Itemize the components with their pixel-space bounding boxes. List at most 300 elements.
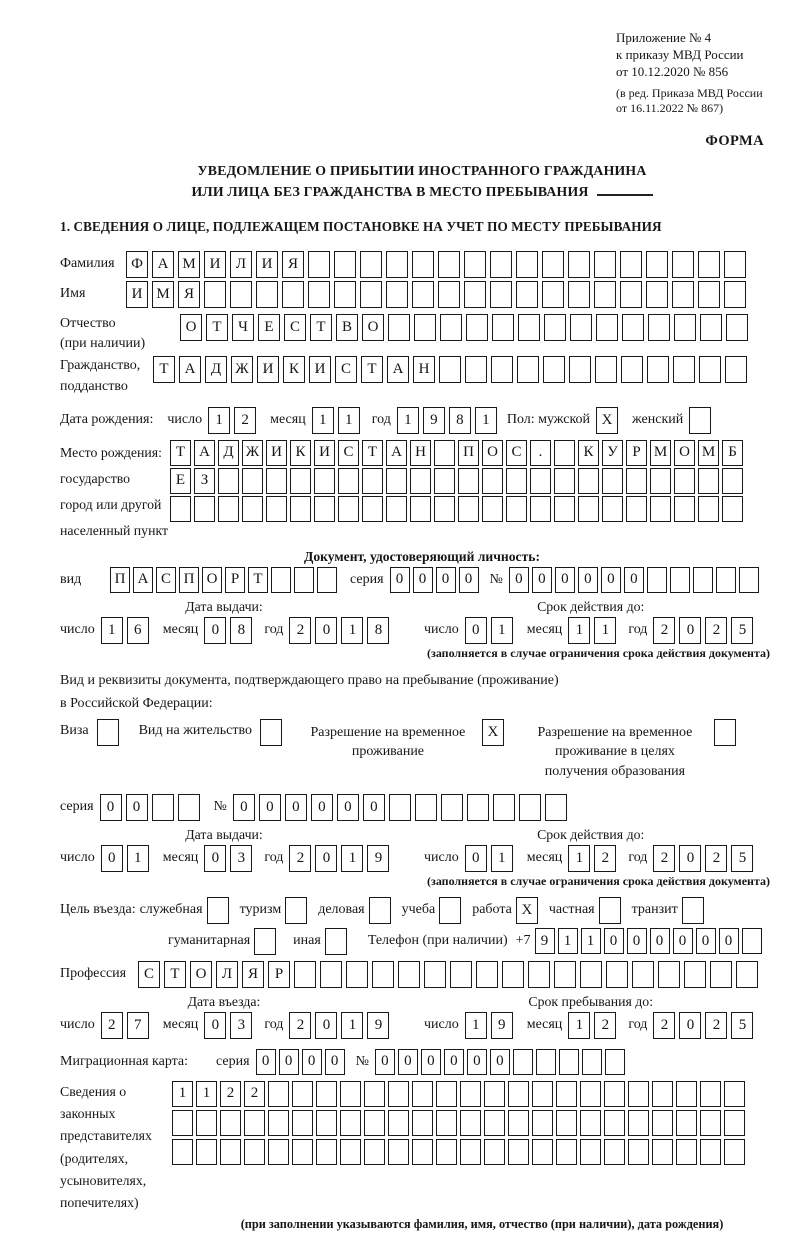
reps-char-box[interactable] xyxy=(388,1081,409,1107)
reps-char-box[interactable] xyxy=(172,1110,193,1136)
birth-place-char-box[interactable]: М xyxy=(650,440,671,466)
birth-place-char-box[interactable] xyxy=(218,468,239,494)
surname-char-box[interactable] xyxy=(594,251,616,278)
document-number-char-box[interactable]: 0 xyxy=(555,567,575,593)
reps-char-box[interactable]: 2 xyxy=(220,1081,241,1107)
residence-number-char-box[interactable] xyxy=(389,794,411,821)
birth-place-char-box[interactable] xyxy=(218,496,239,522)
entry-month-char-box[interactable]: 3 xyxy=(230,1012,252,1039)
given-name-char-box[interactable] xyxy=(464,281,486,308)
document-kind-char-box[interactable]: О xyxy=(202,567,222,593)
document-series-char-box[interactable]: 0 xyxy=(459,567,479,593)
birth-place-char-box[interactable] xyxy=(242,468,263,494)
birth-place-char-box[interactable]: О xyxy=(674,440,695,466)
reps-char-box[interactable] xyxy=(532,1139,553,1165)
reps-char-box[interactable] xyxy=(316,1139,337,1165)
given-name-char-box[interactable] xyxy=(542,281,564,308)
reps-char-box[interactable] xyxy=(220,1110,241,1136)
surname-char-box[interactable] xyxy=(568,251,590,278)
residence-valid-year-char-box[interactable]: 5 xyxy=(731,845,753,872)
reps-char-box[interactable] xyxy=(460,1081,481,1107)
birth-place-char-box[interactable] xyxy=(506,496,527,522)
given-name-char-box[interactable]: М xyxy=(152,281,174,308)
patronymic-char-box[interactable]: С xyxy=(284,314,306,341)
profession-char-box[interactable]: С xyxy=(138,961,160,988)
migration-number-char-box[interactable] xyxy=(513,1049,533,1075)
residence-issue-year-char-box[interactable]: 2 xyxy=(289,845,311,872)
valid-month-char-box[interactable]: 1 xyxy=(568,617,590,644)
birth-place-char-box[interactable] xyxy=(698,468,719,494)
given-name-char-box[interactable] xyxy=(516,281,538,308)
stay-day-char-box[interactable]: 9 xyxy=(491,1012,513,1039)
reps-char-box[interactable]: 1 xyxy=(172,1081,193,1107)
given-name-char-box[interactable] xyxy=(672,281,694,308)
phone-char-box[interactable]: 0 xyxy=(650,928,670,954)
surname-char-box[interactable]: М xyxy=(178,251,200,278)
given-name-char-box[interactable] xyxy=(594,281,616,308)
reps-char-box[interactable] xyxy=(316,1081,337,1107)
birth-place-char-box[interactable]: С xyxy=(338,440,359,466)
reps-char-box[interactable] xyxy=(604,1110,625,1136)
valid-year-char-box[interactable]: 0 xyxy=(679,617,701,644)
patronymic-char-box[interactable] xyxy=(570,314,592,341)
citizenship-char-box[interactable] xyxy=(725,356,747,383)
patronymic-char-box[interactable]: О xyxy=(180,314,202,341)
residence-number-char-box[interactable] xyxy=(467,794,489,821)
document-number-char-box[interactable] xyxy=(647,567,667,593)
given-name-char-box[interactable] xyxy=(386,281,408,308)
citizenship-char-box[interactable] xyxy=(673,356,695,383)
document-series-char-box[interactable]: 0 xyxy=(390,567,410,593)
residence-number-char-box[interactable] xyxy=(519,794,541,821)
reps-char-box[interactable] xyxy=(436,1110,457,1136)
citizenship-char-box[interactable]: Д xyxy=(205,356,227,383)
issue-day-char-box[interactable]: 6 xyxy=(127,617,149,644)
birth-place-char-box[interactable]: М xyxy=(698,440,719,466)
reps-char-box[interactable] xyxy=(412,1139,433,1165)
birth-place-char-box[interactable] xyxy=(578,468,599,494)
patronymic-char-box[interactable]: Ч xyxy=(232,314,254,341)
profession-char-box[interactable] xyxy=(502,961,524,988)
birth-month-char-box[interactable]: 1 xyxy=(338,407,360,434)
surname-char-box[interactable]: Ф xyxy=(126,251,148,278)
migration-number-char-box[interactable] xyxy=(536,1049,556,1075)
surname-char-box[interactable] xyxy=(308,251,330,278)
residence-number-char-box[interactable] xyxy=(545,794,567,821)
residence-series-char-box[interactable]: 0 xyxy=(126,794,148,821)
phone-char-box[interactable]: 0 xyxy=(696,928,716,954)
reps-char-box[interactable] xyxy=(580,1139,601,1165)
birth-place-char-box[interactable]: П xyxy=(458,440,479,466)
birth-place-char-box[interactable] xyxy=(458,468,479,494)
birth-place-char-box[interactable] xyxy=(530,496,551,522)
document-number-char-box[interactable]: 0 xyxy=(578,567,598,593)
document-kind-char-box[interactable]: Т xyxy=(248,567,268,593)
document-number-char-box[interactable]: 0 xyxy=(532,567,552,593)
birth-place-char-box[interactable] xyxy=(698,496,719,522)
issue-month-char-box[interactable]: 8 xyxy=(230,617,252,644)
citizenship-char-box[interactable] xyxy=(595,356,617,383)
phone-char-box[interactable]: 1 xyxy=(558,928,578,954)
residence-valid-year-char-box[interactable]: 2 xyxy=(653,845,675,872)
phone-char-box[interactable]: 0 xyxy=(673,928,693,954)
residence-number-char-box[interactable]: 0 xyxy=(233,794,255,821)
reps-char-box[interactable] xyxy=(676,1110,697,1136)
reps-char-box[interactable] xyxy=(388,1110,409,1136)
birth-place-char-box[interactable] xyxy=(170,496,191,522)
reps-char-box[interactable] xyxy=(652,1139,673,1165)
reps-char-box[interactable] xyxy=(532,1081,553,1107)
profession-char-box[interactable] xyxy=(580,961,602,988)
patronymic-char-box[interactable] xyxy=(388,314,410,341)
given-name-char-box[interactable] xyxy=(620,281,642,308)
profession-char-box[interactable] xyxy=(658,961,680,988)
surname-char-box[interactable] xyxy=(334,251,356,278)
citizenship-char-box[interactable] xyxy=(465,356,487,383)
surname-char-box[interactable]: Л xyxy=(230,251,252,278)
valid-year-char-box[interactable]: 2 xyxy=(653,617,675,644)
birth-place-char-box[interactable] xyxy=(362,496,383,522)
document-number-char-box[interactable]: 0 xyxy=(509,567,529,593)
birth-place-char-box[interactable]: Е xyxy=(170,468,191,494)
citizenship-char-box[interactable]: С xyxy=(335,356,357,383)
issue-year-char-box[interactable]: 0 xyxy=(315,617,337,644)
surname-char-box[interactable] xyxy=(464,251,486,278)
patronymic-char-box[interactable] xyxy=(726,314,748,341)
migration-number-char-box[interactable]: 0 xyxy=(444,1049,464,1075)
migration-number-char-box[interactable] xyxy=(559,1049,579,1075)
birth-year-char-box[interactable]: 9 xyxy=(423,407,445,434)
phone-char-box[interactable]: 9 xyxy=(535,928,555,954)
issue-year-char-box[interactable]: 1 xyxy=(341,617,363,644)
birth-year-char-box[interactable]: 1 xyxy=(397,407,419,434)
reps-char-box[interactable] xyxy=(364,1110,385,1136)
patronymic-char-box[interactable] xyxy=(492,314,514,341)
residence-number-char-box[interactable]: 0 xyxy=(285,794,307,821)
document-kind-char-box[interactable]: П xyxy=(110,567,130,593)
reps-char-box[interactable] xyxy=(700,1081,721,1107)
patronymic-char-box[interactable] xyxy=(466,314,488,341)
birth-place-char-box[interactable] xyxy=(410,468,431,494)
document-number-char-box[interactable] xyxy=(670,567,690,593)
surname-char-box[interactable] xyxy=(516,251,538,278)
given-name-char-box[interactable] xyxy=(334,281,356,308)
migration-series-char-box[interactable]: 0 xyxy=(279,1049,299,1075)
patronymic-char-box[interactable] xyxy=(440,314,462,341)
patronymic-char-box[interactable]: Т xyxy=(206,314,228,341)
patronymic-char-box[interactable] xyxy=(596,314,618,341)
birth-place-char-box[interactable] xyxy=(674,468,695,494)
profession-char-box[interactable]: Я xyxy=(242,961,264,988)
reps-char-box[interactable] xyxy=(196,1139,217,1165)
document-kind-char-box[interactable]: П xyxy=(179,567,199,593)
given-name-char-box[interactable] xyxy=(438,281,460,308)
profession-char-box[interactable] xyxy=(528,961,550,988)
profession-char-box[interactable]: О xyxy=(190,961,212,988)
birth-place-char-box[interactable] xyxy=(506,468,527,494)
reps-char-box[interactable] xyxy=(652,1081,673,1107)
citizenship-char-box[interactable] xyxy=(699,356,721,383)
birth-place-char-box[interactable] xyxy=(482,468,503,494)
patronymic-char-box[interactable] xyxy=(674,314,696,341)
surname-char-box[interactable] xyxy=(724,251,746,278)
migration-number-char-box[interactable]: 0 xyxy=(467,1049,487,1075)
birth-place-char-box[interactable]: Д xyxy=(218,440,239,466)
document-number-char-box[interactable] xyxy=(739,567,759,593)
birth-place-char-box[interactable]: Н xyxy=(410,440,431,466)
birth-place-char-box[interactable] xyxy=(626,496,647,522)
reps-char-box[interactable] xyxy=(508,1081,529,1107)
surname-char-box[interactable] xyxy=(698,251,720,278)
reps-char-box[interactable] xyxy=(484,1139,505,1165)
reps-char-box[interactable]: 2 xyxy=(244,1081,265,1107)
business-checkbox-box[interactable] xyxy=(369,897,391,924)
residence-permit-checkbox-box[interactable] xyxy=(260,719,282,746)
reps-char-box[interactable] xyxy=(244,1110,265,1136)
document-kind-char-box[interactable]: А xyxy=(133,567,153,593)
reps-char-box[interactable] xyxy=(364,1139,385,1165)
residence-valid-year-char-box[interactable]: 0 xyxy=(679,845,701,872)
patronymic-char-box[interactable]: Т xyxy=(310,314,332,341)
residence-valid-day-char-box[interactable]: 0 xyxy=(465,845,487,872)
birth-day-char-box[interactable]: 2 xyxy=(234,407,256,434)
birth-place-char-box[interactable] xyxy=(602,468,623,494)
residence-issue-year-char-box[interactable]: 0 xyxy=(315,845,337,872)
surname-char-box[interactable]: И xyxy=(256,251,278,278)
given-name-char-box[interactable] xyxy=(204,281,226,308)
residence-issue-year-char-box[interactable]: 9 xyxy=(367,845,389,872)
surname-char-box[interactable] xyxy=(360,251,382,278)
reps-char-box[interactable] xyxy=(268,1139,289,1165)
issue-year-char-box[interactable]: 8 xyxy=(367,617,389,644)
reps-char-box[interactable] xyxy=(388,1139,409,1165)
valid-day-char-box[interactable]: 0 xyxy=(465,617,487,644)
work-checkbox-box[interactable]: X xyxy=(516,897,538,924)
birth-day-char-box[interactable]: 1 xyxy=(208,407,230,434)
citizenship-char-box[interactable] xyxy=(491,356,513,383)
document-number-char-box[interactable]: 0 xyxy=(601,567,621,593)
citizenship-char-box[interactable]: Ж xyxy=(231,356,253,383)
birth-place-char-box[interactable] xyxy=(194,496,215,522)
birth-place-char-box[interactable] xyxy=(434,496,455,522)
surname-char-box[interactable] xyxy=(672,251,694,278)
citizenship-char-box[interactable] xyxy=(647,356,669,383)
private-checkbox-box[interactable] xyxy=(599,897,621,924)
given-name-char-box[interactable] xyxy=(568,281,590,308)
entry-day-char-box[interactable]: 2 xyxy=(101,1012,123,1039)
reps-char-box[interactable] xyxy=(700,1139,721,1165)
birth-place-char-box[interactable]: А xyxy=(194,440,215,466)
valid-year-char-box[interactable]: 2 xyxy=(705,617,727,644)
birth-place-char-box[interactable] xyxy=(650,468,671,494)
birth-place-char-box[interactable] xyxy=(314,468,335,494)
residence-number-char-box[interactable] xyxy=(493,794,515,821)
surname-char-box[interactable] xyxy=(542,251,564,278)
reps-char-box[interactable] xyxy=(604,1081,625,1107)
migration-number-char-box[interactable] xyxy=(582,1049,602,1075)
patronymic-char-box[interactable] xyxy=(622,314,644,341)
birth-place-char-box[interactable] xyxy=(290,496,311,522)
entry-day-char-box[interactable]: 7 xyxy=(127,1012,149,1039)
reps-char-box[interactable] xyxy=(364,1081,385,1107)
given-name-char-box[interactable] xyxy=(646,281,668,308)
document-kind-char-box[interactable] xyxy=(317,567,337,593)
surname-char-box[interactable]: И xyxy=(204,251,226,278)
birth-place-char-box[interactable] xyxy=(434,440,455,466)
reps-char-box[interactable] xyxy=(532,1110,553,1136)
phone-char-box[interactable]: 0 xyxy=(719,928,739,954)
patronymic-char-box[interactable]: В xyxy=(336,314,358,341)
birth-place-char-box[interactable] xyxy=(314,496,335,522)
surname-char-box[interactable]: А xyxy=(152,251,174,278)
birth-place-char-box[interactable] xyxy=(602,496,623,522)
birth-place-char-box[interactable]: И xyxy=(266,440,287,466)
citizenship-char-box[interactable] xyxy=(621,356,643,383)
citizenship-char-box[interactable]: К xyxy=(283,356,305,383)
phone-char-box[interactable] xyxy=(742,928,762,954)
surname-char-box[interactable] xyxy=(412,251,434,278)
birth-place-char-box[interactable]: А xyxy=(386,440,407,466)
migration-number-char-box[interactable] xyxy=(605,1049,625,1075)
migration-number-char-box[interactable]: 0 xyxy=(375,1049,395,1075)
birth-place-char-box[interactable] xyxy=(386,496,407,522)
phone-char-box[interactable]: 1 xyxy=(581,928,601,954)
residence-issue-day-char-box[interactable]: 1 xyxy=(127,845,149,872)
residence-number-char-box[interactable] xyxy=(415,794,437,821)
profession-char-box[interactable] xyxy=(398,961,420,988)
reps-char-box[interactable] xyxy=(580,1081,601,1107)
profession-char-box[interactable] xyxy=(684,961,706,988)
migration-series-char-box[interactable]: 0 xyxy=(302,1049,322,1075)
profession-char-box[interactable] xyxy=(450,961,472,988)
birth-place-char-box[interactable] xyxy=(626,468,647,494)
temporary-residence-permit-checkbox-box[interactable]: X xyxy=(482,719,504,746)
citizenship-char-box[interactable]: И xyxy=(257,356,279,383)
birth-place-char-box[interactable] xyxy=(434,468,455,494)
birth-place-char-box[interactable]: И xyxy=(314,440,335,466)
birth-place-char-box[interactable] xyxy=(554,440,575,466)
reps-char-box[interactable] xyxy=(556,1139,577,1165)
male-checkbox[interactable]: X xyxy=(596,407,618,434)
birth-place-char-box[interactable]: Т xyxy=(362,440,383,466)
birth-year-char-box[interactable]: 1 xyxy=(475,407,497,434)
stay-month-char-box[interactable]: 1 xyxy=(568,1012,590,1039)
birth-place-char-box[interactable]: У xyxy=(602,440,623,466)
given-name-char-box[interactable] xyxy=(698,281,720,308)
profession-char-box[interactable]: Т xyxy=(164,961,186,988)
birth-place-char-box[interactable] xyxy=(266,468,287,494)
residence-number-char-box[interactable]: 0 xyxy=(363,794,385,821)
reps-char-box[interactable] xyxy=(460,1139,481,1165)
valid-year-char-box[interactable]: 5 xyxy=(731,617,753,644)
entry-year-char-box[interactable]: 9 xyxy=(367,1012,389,1039)
birth-place-char-box[interactable]: Р xyxy=(626,440,647,466)
birth-place-char-box[interactable] xyxy=(290,468,311,494)
entry-year-char-box[interactable]: 2 xyxy=(289,1012,311,1039)
birth-place-char-box[interactable] xyxy=(554,496,575,522)
reps-char-box[interactable]: 1 xyxy=(196,1081,217,1107)
migration-number-char-box[interactable]: 0 xyxy=(421,1049,441,1075)
patronymic-char-box[interactable] xyxy=(544,314,566,341)
given-name-char-box[interactable] xyxy=(256,281,278,308)
female-checkbox[interactable] xyxy=(689,407,711,434)
visa-checkbox-box[interactable] xyxy=(97,719,119,746)
reps-char-box[interactable] xyxy=(484,1081,505,1107)
residence-number-char-box[interactable]: 0 xyxy=(259,794,281,821)
citizenship-char-box[interactable]: А xyxy=(179,356,201,383)
birth-place-char-box[interactable] xyxy=(554,468,575,494)
residence-valid-month-char-box[interactable]: 1 xyxy=(568,845,590,872)
issue-year-char-box[interactable]: 2 xyxy=(289,617,311,644)
reps-char-box[interactable] xyxy=(340,1110,361,1136)
patronymic-char-box[interactable] xyxy=(648,314,670,341)
reps-char-box[interactable] xyxy=(244,1139,265,1165)
reps-char-box[interactable] xyxy=(292,1081,313,1107)
reps-char-box[interactable] xyxy=(268,1081,289,1107)
given-name-char-box[interactable]: Я xyxy=(178,281,200,308)
surname-char-box[interactable]: Я xyxy=(282,251,304,278)
birth-place-char-box[interactable]: О xyxy=(482,440,503,466)
birth-place-char-box[interactable] xyxy=(242,496,263,522)
reps-char-box[interactable] xyxy=(340,1139,361,1165)
profession-char-box[interactable] xyxy=(372,961,394,988)
given-name-char-box[interactable] xyxy=(724,281,746,308)
residence-issue-year-char-box[interactable]: 1 xyxy=(341,845,363,872)
tourism-checkbox-box[interactable] xyxy=(285,897,307,924)
transit-checkbox-box[interactable] xyxy=(682,897,704,924)
other-checkbox-box[interactable] xyxy=(325,928,347,955)
citizenship-char-box[interactable] xyxy=(569,356,591,383)
profession-char-box[interactable] xyxy=(736,961,758,988)
reps-char-box[interactable] xyxy=(220,1139,241,1165)
profession-char-box[interactable]: Л xyxy=(216,961,238,988)
birth-place-char-box[interactable] xyxy=(362,468,383,494)
profession-char-box[interactable] xyxy=(424,961,446,988)
birth-place-char-box[interactable] xyxy=(338,468,359,494)
given-name-char-box[interactable] xyxy=(360,281,382,308)
residence-number-char-box[interactable]: 0 xyxy=(337,794,359,821)
valid-month-char-box[interactable]: 1 xyxy=(594,617,616,644)
birth-place-char-box[interactable] xyxy=(410,496,431,522)
reps-char-box[interactable] xyxy=(436,1081,457,1107)
profession-char-box[interactable]: Р xyxy=(268,961,290,988)
phone-char-box[interactable]: 0 xyxy=(627,928,647,954)
birth-place-char-box[interactable] xyxy=(530,468,551,494)
birth-place-char-box[interactable] xyxy=(458,496,479,522)
profession-char-box[interactable] xyxy=(554,961,576,988)
birth-place-char-box[interactable] xyxy=(386,468,407,494)
document-number-char-box[interactable] xyxy=(716,567,736,593)
stay-day-char-box[interactable]: 1 xyxy=(465,1012,487,1039)
given-name-char-box[interactable]: И xyxy=(126,281,148,308)
birth-place-char-box[interactable]: Ж xyxy=(242,440,263,466)
residence-number-char-box[interactable] xyxy=(441,794,463,821)
patronymic-char-box[interactable] xyxy=(414,314,436,341)
document-series-char-box[interactable]: 0 xyxy=(413,567,433,593)
surname-char-box[interactable] xyxy=(620,251,642,278)
profession-char-box[interactable] xyxy=(294,961,316,988)
birth-place-char-box[interactable] xyxy=(482,496,503,522)
residence-issue-month-char-box[interactable]: 0 xyxy=(204,845,226,872)
residence-series-char-box[interactable] xyxy=(152,794,174,821)
stay-month-char-box[interactable]: 2 xyxy=(594,1012,616,1039)
profession-char-box[interactable] xyxy=(476,961,498,988)
reps-char-box[interactable] xyxy=(628,1081,649,1107)
surname-char-box[interactable] xyxy=(386,251,408,278)
patronymic-char-box[interactable]: О xyxy=(362,314,384,341)
birth-place-char-box[interactable] xyxy=(650,496,671,522)
migration-number-char-box[interactable]: 0 xyxy=(490,1049,510,1075)
